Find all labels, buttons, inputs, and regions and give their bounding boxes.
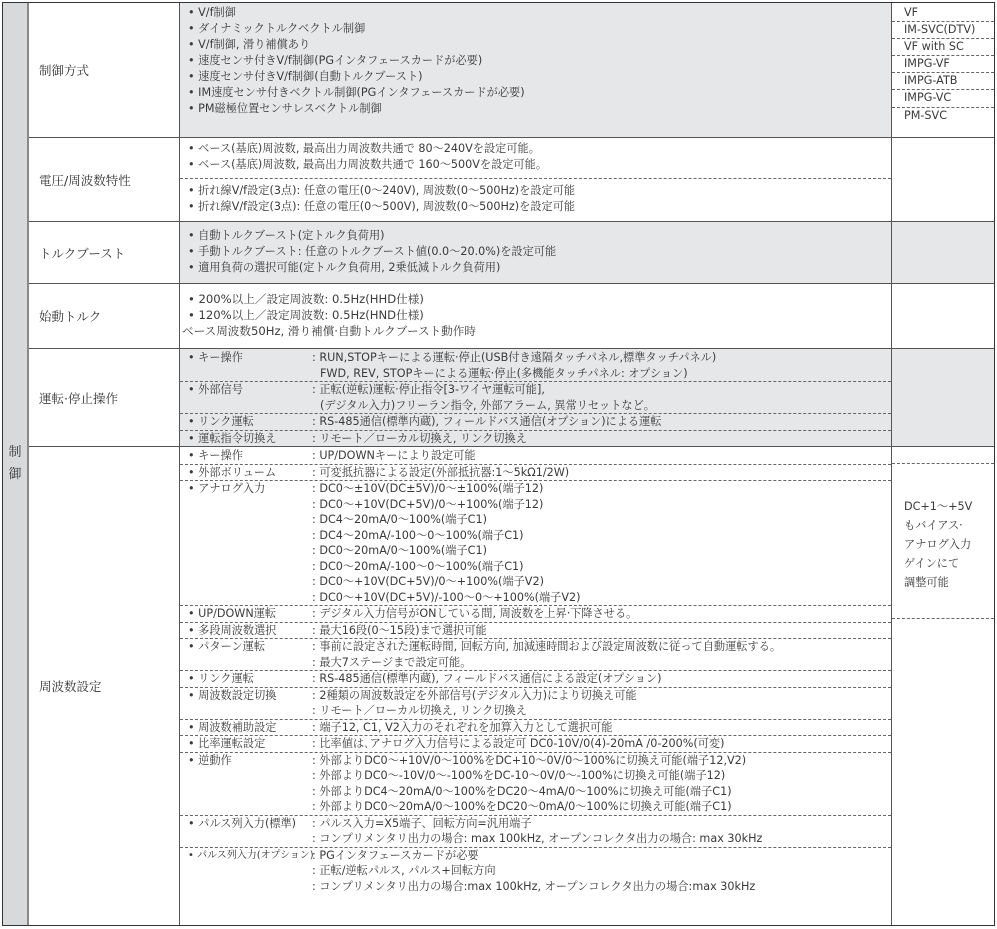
analog-note bbox=[892, 497, 994, 592]
entry-value: : デジタル入力信号がONしている間, 周波数を上昇·下降させる。 bbox=[312, 607, 638, 620]
row-label: 周波数設定 bbox=[29, 447, 180, 925]
entry-value: : DC4〜20mA/-100〜0〜100%(端子C1) bbox=[312, 528, 524, 542]
entry-key: • キー操作 bbox=[188, 351, 243, 364]
entry-key: • 外部信号 bbox=[188, 383, 243, 396]
entry-value: : PGインタフェースカードが必要 bbox=[312, 848, 479, 862]
item: • 自動トルクブースト(定トルク負荷用) bbox=[188, 229, 385, 242]
entry-key: • UP/DOWN運転 bbox=[188, 607, 277, 620]
entry-value: : DC0〜20mA/0〜100%(端子C1) bbox=[312, 544, 487, 557]
entry-key: • 外部ボリューム bbox=[188, 465, 277, 479]
note-cell bbox=[892, 284, 994, 348]
entry-value: : RS-485通信(標準内蔵), フィールドバス通信(オプション)による運転 bbox=[312, 415, 662, 428]
entry-value: : 外部よりDC0〜-10V/0〜-100%をDC-10〜0V/0〜-100%に切換え可能(端子12) bbox=[312, 769, 726, 782]
note-cell bbox=[892, 349, 994, 446]
entry-value: : DC0〜+10V(DC+5V)/0〜+100%(端子V2) bbox=[312, 575, 544, 588]
entry-value: : パルス入力=X5端子、回転方向=汎用端子 bbox=[312, 816, 532, 830]
control-code: PM-SVC bbox=[904, 108, 948, 122]
entry-key: • 多段周波数選択 bbox=[188, 623, 277, 637]
code-column bbox=[892, 3, 994, 137]
entry-key: • 周波数補助設定 bbox=[188, 720, 277, 734]
entry-value: : コンプリメンタリ出力の場合:max 100kHz, オープンコレクタ出力の場合:max 30kHz bbox=[312, 879, 756, 893]
entry-value: : リモート／ローカル切換え, リンク切換え bbox=[312, 431, 527, 445]
entry-value: : UP/DOWNキーにより設定可能 bbox=[312, 449, 476, 462]
row-body bbox=[180, 138, 892, 221]
item: • V/f制御 bbox=[188, 6, 236, 19]
note-line: ゲインにて bbox=[904, 557, 960, 570]
entry-value: : 事前に設定された運転時間, 回転方向, 加減速時間および設定周波数に従って自動運転する。 bbox=[312, 640, 782, 653]
item: • IM速度センサ付きベクトル制御(PGインタフェースカードが必要) bbox=[188, 86, 525, 99]
entry-value: : リモート／ローカル切換え, リンク切換え bbox=[312, 704, 527, 717]
control-code: VF with SC bbox=[892, 39, 994, 56]
entry-value: : 可変抵抗器による設定(外部抵抗器:1〜5kΩ1/2W) bbox=[312, 465, 570, 479]
item: • 速度センサ付きV/f制御(PGインタフェースカードが必要) bbox=[188, 54, 483, 67]
row-body bbox=[180, 222, 892, 283]
entry-value: : RUN,STOPキーによる運転·停止(USB付き遠隔タッチパネル,標準タッチパネル) bbox=[312, 351, 717, 364]
note-cell bbox=[892, 222, 994, 283]
entry-value: : 外部よりDC0〜+10V/0〜100%をDC+10〜0V/0〜100%に切換え可能(端子12,V2) bbox=[312, 753, 747, 767]
row-body bbox=[180, 3, 892, 137]
note-cell bbox=[892, 138, 994, 221]
control-code: VF bbox=[892, 5, 994, 22]
item: • ダイナミックトルクベクトル制御 bbox=[188, 22, 366, 35]
control-code: IMPG-VC bbox=[892, 90, 994, 107]
row-body bbox=[180, 349, 892, 446]
entry-key: • 逆動作 bbox=[188, 753, 232, 767]
entry-key: • 比率運転設定 bbox=[188, 737, 266, 750]
entry-value: : 比率値は､アナログ入力信号による設定可 DC0-10V/0(4)-20mA /0-200%(可変) bbox=[312, 737, 725, 750]
entry-value: : 外部よりDC4〜20mA/0〜100%をDC20〜4mA/0〜100%に切換え可能(端子C1) bbox=[312, 784, 732, 798]
entry-key: • キー操作 bbox=[188, 449, 243, 462]
item: • PM磁極位置センサレスベクトル制御 bbox=[188, 102, 382, 115]
control-code: IMPG-VF bbox=[892, 56, 994, 73]
entry-key: • パルス列入力(標準) bbox=[188, 816, 297, 830]
entry-value: : 最大7ステージまで設定可能。 bbox=[312, 655, 472, 669]
entry-value: : 正転/逆転パルス, パルス+回転方向 bbox=[312, 864, 496, 877]
entry-value: : DC4〜20mA/0〜100%(端子C1) bbox=[312, 513, 487, 526]
entry-value: : 最大16段(0〜15段)まで選択可能 bbox=[312, 623, 487, 637]
entry-key: • リンク運転 bbox=[188, 672, 254, 685]
note-line: 調整可能 bbox=[904, 576, 949, 589]
control-code: IMPG-ATB bbox=[892, 73, 994, 90]
entry-key: • 周波数設定切換 bbox=[188, 688, 277, 702]
entry-key: • 運転指令切換え bbox=[188, 431, 277, 445]
category-cell bbox=[3, 3, 29, 925]
row-label: トルクブースト bbox=[29, 222, 180, 283]
entry-key: • リンク運転 bbox=[188, 415, 254, 428]
row-torque-boost bbox=[29, 222, 994, 284]
row-label: 制御方式 bbox=[29, 3, 180, 137]
entry-value: (デジタル入力)フリーラン指令, 外部アラーム, 異常リセットなど。 bbox=[320, 398, 655, 412]
entry-key: • アナログ入力 bbox=[188, 482, 266, 495]
row-starting-torque bbox=[29, 284, 994, 349]
row-body bbox=[180, 284, 892, 348]
row-control-method bbox=[29, 3, 994, 138]
category-char: 制 bbox=[8, 445, 22, 460]
item: • ベース(基底)周波数, 最高出力周波数共通で 80〜240Vを設定可能。 bbox=[188, 142, 540, 155]
entry-value: FWD, REV, STOPキーによる運転·停止(多機能タッチパネル: オプション) bbox=[320, 366, 688, 380]
item: • V/f制御, 滑り補償あり bbox=[188, 38, 311, 51]
item: • 折れ線V/f設定(3点): 任意の電圧(0〜500V), 周波数(0〜500Hz)を設定可能 bbox=[188, 200, 576, 213]
item: ベース周波数50Hz, 滑り補償·自動トルクブースト動作時 bbox=[182, 324, 476, 338]
row-label: 始動トルク bbox=[29, 284, 180, 348]
item: • 折れ線V/f設定(3点): 任意の電圧(0〜240V), 周波数(0〜500Hz)を設定可能 bbox=[188, 184, 576, 197]
item: • 200%以上／設定周波数: 0.5Hz(HHD仕様) bbox=[188, 292, 424, 306]
entry-value: : 正転(逆転)運転·停止指令[3-ワイヤ運転可能], bbox=[312, 383, 545, 396]
item: • 120%以上／設定周波数: 0.5Hz(HND仕様) bbox=[188, 308, 424, 322]
item: • 適用負荷の選択可能(定トルク負荷用, 2乗低減トルク負荷用) bbox=[188, 261, 501, 274]
control-code: IM-SVC(DTV) bbox=[892, 22, 994, 39]
entry-key: • パターン運転 bbox=[188, 640, 266, 653]
note-cell bbox=[892, 447, 994, 925]
entry-value: : DC0〜20mA/-100〜0〜100%(端子C1) bbox=[312, 559, 524, 573]
row-run-stop bbox=[29, 349, 994, 447]
spec-table bbox=[2, 2, 995, 926]
row-frequency-setting bbox=[29, 447, 994, 925]
note-line: アナログ入力 bbox=[904, 538, 972, 551]
item: • 速度センサ付きV/f制御(自動トルクブースト) bbox=[188, 70, 423, 83]
item: • ベース(基底)周波数, 最高出力周波数共通で 160〜500Vを設定可能。 bbox=[188, 158, 548, 171]
note-line: もバイアス· bbox=[904, 519, 963, 532]
entry-value: : 2種類の周波数設定を外部信号(デジタル入力)により切換え可能 bbox=[312, 688, 637, 702]
entry-value: : RS-485通信(標準内蔵), フィールドバス通信による設定(オプション) bbox=[312, 672, 662, 685]
category-char: 御 bbox=[8, 467, 22, 482]
entry-value: : DC0〜±10V(DC±5V)/0〜±100%(端子12) bbox=[312, 482, 544, 495]
item: • 手動トルクブースト: 任意のトルクブースト値(0.0〜20.0%)を設定可能 bbox=[188, 245, 557, 258]
row-body bbox=[180, 447, 892, 925]
row-label: 運転·停止操作 bbox=[29, 349, 180, 446]
entry-value: : 端子12, C1, V2入力のそれぞれを加算入力として選択可能 bbox=[312, 720, 613, 734]
entry-value: : DC0〜+10V(DC+5V)/-100〜0〜+100%(端子V2) bbox=[312, 590, 581, 604]
row-vf-characteristics bbox=[29, 138, 994, 222]
note-line: DC+1〜+5V bbox=[904, 500, 973, 513]
entry-value: : DC0〜+10V(DC+5V)/0〜+100%(端子12) bbox=[312, 497, 544, 511]
entry-key: • パルス列入力(オプション) bbox=[188, 849, 314, 861]
entry-value: : 外部よりDC0〜20mA/0〜100%をDC20〜0mA/0〜100%に切換え可能(端子C1) bbox=[312, 800, 732, 813]
row-label: 電圧/周波数特性 bbox=[29, 138, 180, 221]
entry-value: : コンプリメンタリ出力の場合: max 100kHz, オープンコレクタ出力の場合: max 30kHz bbox=[312, 832, 763, 845]
